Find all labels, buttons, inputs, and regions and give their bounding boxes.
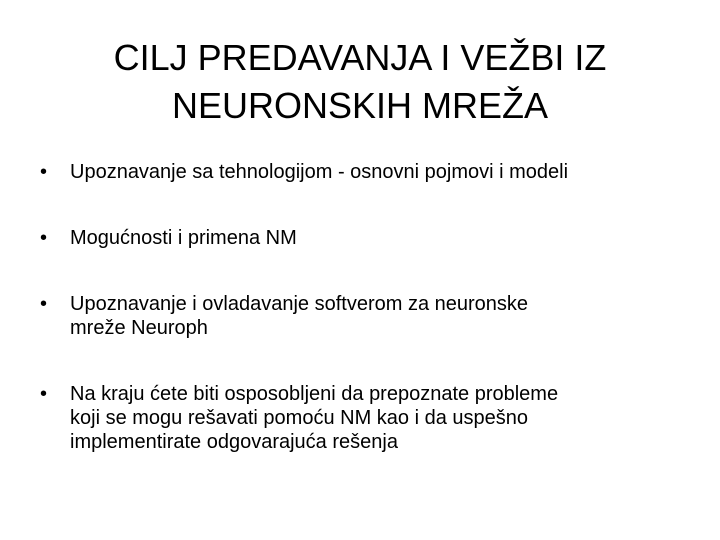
bullet-list: [40, 160, 690, 454]
bullet-text-line-1: Na kraju ćete biti osposobljeni da prepoznate probleme: [70, 383, 559, 405]
slide-title-line-1: CILJ PREDAVANJA I VEŽBI IZ: [113, 37, 607, 78]
bullet-text: Mogućnosti i primena NM: [70, 227, 297, 249]
bullet-dot-icon: •: [40, 293, 48, 315]
bullet-item: [40, 226, 690, 250]
slide-title-line-2: NEURONSKIH MREŽA: [171, 85, 549, 126]
bullet-text-line-2: koji se mogu rešavati pomoću NM kao i da uspešno: [70, 407, 529, 429]
bullet-dot-icon: •: [40, 161, 48, 183]
bullet-item: [40, 292, 690, 340]
bullet-text-line-1: Upoznavanje i ovladavanje softverom za neuronske: [70, 293, 529, 315]
bullet-text-line-2: mreže Neuroph: [70, 317, 208, 339]
bullet-item: [40, 382, 690, 454]
bullet-dot-icon: •: [40, 383, 48, 405]
bullet-dot-icon: •: [40, 227, 48, 249]
bullet-text: Upoznavanje sa tehnologijom - osnovni pojmovi i modeli: [70, 161, 569, 183]
bullet-text-line-3: implementirate odgovarajuća rešenja: [70, 431, 398, 453]
slide-title: [0, 34, 720, 130]
bullet-item: [40, 160, 690, 184]
